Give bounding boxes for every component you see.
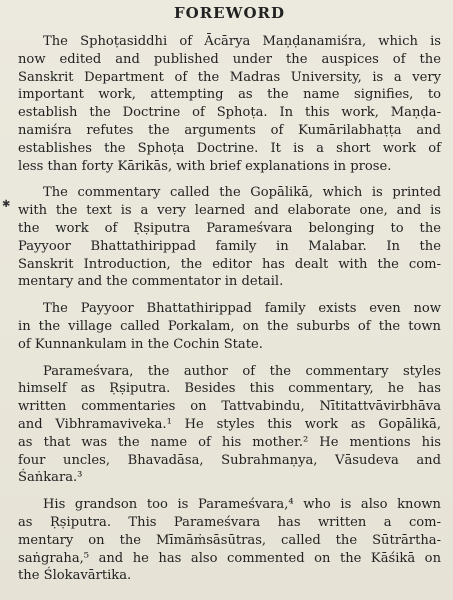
text-line: in the village called Porkalam, on the suburbs of the town bbox=[18, 318, 441, 334]
text-line: namiśra refutes the arguments of Kumārilabhaṭṭa and bbox=[18, 122, 441, 138]
text-line: saṅgraha,⁵ and he has also commented on the Kāśikā on bbox=[18, 550, 441, 566]
text-line: himself as Ṛṣiputra. Besides this commentary, he has bbox=[18, 381, 441, 397]
text-line: Sanskrit Department of the Madras University, is a very bbox=[18, 69, 441, 85]
text-line: The Sphoṭasiddhi of Ācārya Maṇḍanamiśra, which is bbox=[43, 34, 441, 49]
text-line: His grandson too is Parameśvara,⁴ who is also known bbox=[43, 497, 441, 513]
text-line: The Payyoor Bhattathirippad family exists even now bbox=[43, 301, 441, 317]
paragraph bbox=[18, 496, 441, 585]
text-line: as Ṛṣiputra. This Parameśvara has written a com- bbox=[18, 514, 441, 530]
text-line: four uncles, Bhavadāsa, Subrahmaṇya, Vāsudeva and bbox=[18, 452, 441, 468]
text-line: the Ślokavārtika. bbox=[18, 568, 132, 584]
text-line: the work of Ṛṣiputra Parameśvara belonging to the bbox=[18, 220, 441, 236]
text-line: with the text is a very learned and elaborate one, and is bbox=[18, 203, 441, 219]
margin-mark: ✱ bbox=[2, 199, 11, 210]
paragraph bbox=[18, 300, 441, 353]
text-line: written commentaries on Tattvabindu, Nītitattvāvirbhāva bbox=[18, 399, 441, 415]
text-line: important work, attempting as the name signifies, to bbox=[18, 87, 441, 103]
text-line: Payyoor Bhattathirippad family in Malabar. In the bbox=[18, 238, 441, 254]
page-title: FOREWORD bbox=[173, 4, 285, 22]
text-line: establish the Doctrine of Sphoṭa. In this work, Maṇḍa- bbox=[18, 105, 441, 121]
text-line: less than forty Kārikās, with brief explanations in prose. bbox=[18, 158, 392, 174]
text-line: mentary and the commentator in detail. bbox=[18, 274, 284, 290]
text-line: establishes the Sphoṭa Doctrine. It is a short work of bbox=[18, 140, 441, 156]
paragraph bbox=[18, 33, 441, 175]
paragraph bbox=[18, 184, 441, 291]
text-line: Śaṅkara.³ bbox=[18, 470, 83, 486]
paragraph bbox=[18, 363, 441, 488]
text-line: The commentary called the Gopālikā, which is printed bbox=[43, 185, 441, 201]
text-line: Sanskrit Introduction, the editor has dealt with the com- bbox=[18, 256, 441, 272]
text-line: and Vibhramaviveka.¹ He styles this work as Gopālikā, bbox=[18, 416, 441, 432]
text-line: as that was the name of his mother.² He mentions his bbox=[18, 434, 441, 450]
text-line: Parameśvara, the author of the commentary styles bbox=[43, 363, 441, 379]
text-line: now edited and published under the auspices of the bbox=[18, 51, 441, 67]
text-line: mentary on the Mīmāṁsāsūtras, called the Sūtrārtha- bbox=[18, 532, 441, 548]
foreword-body bbox=[18, 33, 441, 585]
text-line: of Kunnankulam in the Cochin State. bbox=[18, 336, 263, 352]
